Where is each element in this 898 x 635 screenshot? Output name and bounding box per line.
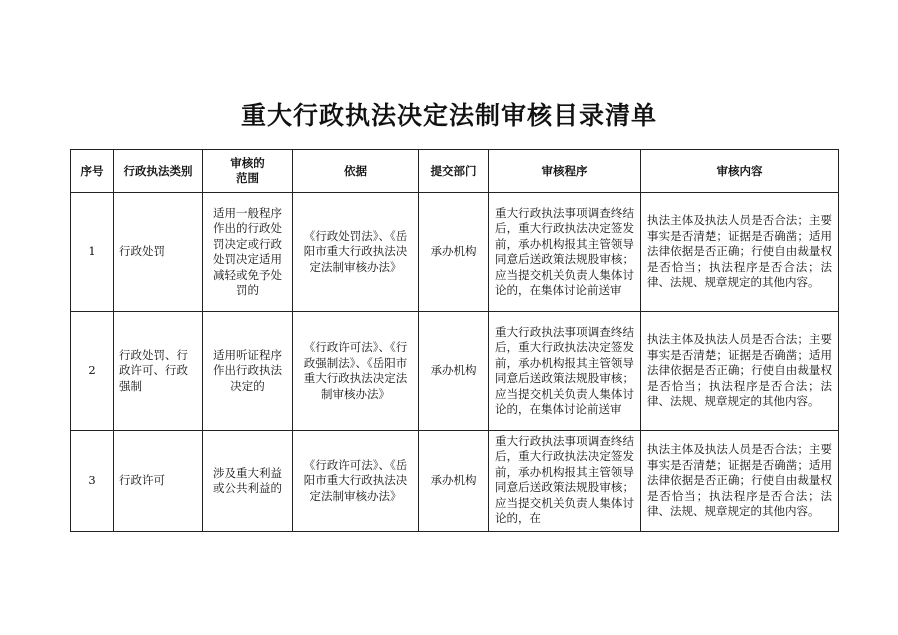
row-scope: 涉及重大利益或公共利益的 <box>213 465 282 495</box>
audit-catalog-table <box>70 149 839 532</box>
table-header-row <box>71 150 839 193</box>
header-scope <box>203 150 293 193</box>
header-scope-text: 审核的 范围 <box>230 156 265 185</box>
row-basis: 《行政许可法》、《岳阳市重大行政执法决定法制审核办法》 <box>303 457 408 503</box>
table-row <box>71 312 839 431</box>
row-dept: 承办机构 <box>419 193 489 312</box>
row-category: 行政处罚 <box>119 244 165 259</box>
row-procedure: 重大行政执法事项调查终结后，重大行政执法决定签发前，承办机构报其主管领导同意后送政策法规股审核；应当提交机关负责人集体讨论的，在集体讨论前送审 <box>495 205 634 297</box>
header-basis: 依据 <box>293 150 419 193</box>
row-scope: 适用一般程序作出的行政处罚决定或行政处罚决定适用减轻或免予处罚的 <box>213 205 282 297</box>
row-no: 3 <box>71 431 114 532</box>
table-row <box>71 431 839 532</box>
row-dept: 承办机构 <box>419 431 489 532</box>
table-row <box>71 193 839 312</box>
row-procedure: 重大行政执法事项调查终结后，重大行政执法决定签发前，承办机构报其主管领导同意后送政策法规股审核；应当提交机关负责人集体讨论的，在 <box>495 433 634 525</box>
document-title: 重大行政执法决定法制审核目录清单 <box>240 101 657 130</box>
row-dept: 承办机构 <box>419 312 489 431</box>
row-basis: 《行政处罚法》、《岳阳市重大行政执法决定法制审核办法》 <box>303 228 408 274</box>
header-no: 序号 <box>71 150 114 193</box>
header-procedure: 审核程序 <box>489 150 641 193</box>
header-content: 审核内容 <box>641 150 839 193</box>
row-content: 执法主体及执法人员是否合法；主要事实是否清楚；证据是否确凿；适用法律依据是否正确；行使自由裁量权是否恰当；执法程序是否合法；法律、法规、规章规定的其他内容。 <box>647 213 832 290</box>
row-category: 行政处罚、行政许可、行政强制 <box>119 347 188 393</box>
header-category: 行政执法类别 <box>114 150 203 193</box>
row-content: 执法主体及执法人员是否合法；主要事实是否清楚；证据是否确凿；适用法律依据是否正确；行使自由裁量权是否恰当；执法程序是否合法；法律、法规、规章规定的其他内容。 <box>647 332 832 409</box>
row-basis: 《行政许可法》、《行政强制法》、《岳阳市重大行政执法决定法制审核办法》 <box>303 340 408 401</box>
row-no: 2 <box>71 312 114 431</box>
row-content: 执法主体及执法人员是否合法；主要事实是否清楚；证据是否确凿；适用法律依据是否正确；行使自由裁量权是否恰当；执法程序是否合法；法律、法规、规章规定的其他内容。 <box>647 442 832 519</box>
row-category: 行政许可 <box>119 473 165 488</box>
header-dept: 提交部门 <box>419 150 489 193</box>
row-scope: 适用听证程序作出行政执法决定的 <box>213 347 282 393</box>
row-procedure: 重大行政执法事项调查终结后，重大行政执法决定签发前，承办机构报其主管领导同意后送政策法规股审核；应当提交机关负责人集体讨论的，在集体讨论前送审 <box>495 324 634 416</box>
row-no: 1 <box>71 193 114 312</box>
